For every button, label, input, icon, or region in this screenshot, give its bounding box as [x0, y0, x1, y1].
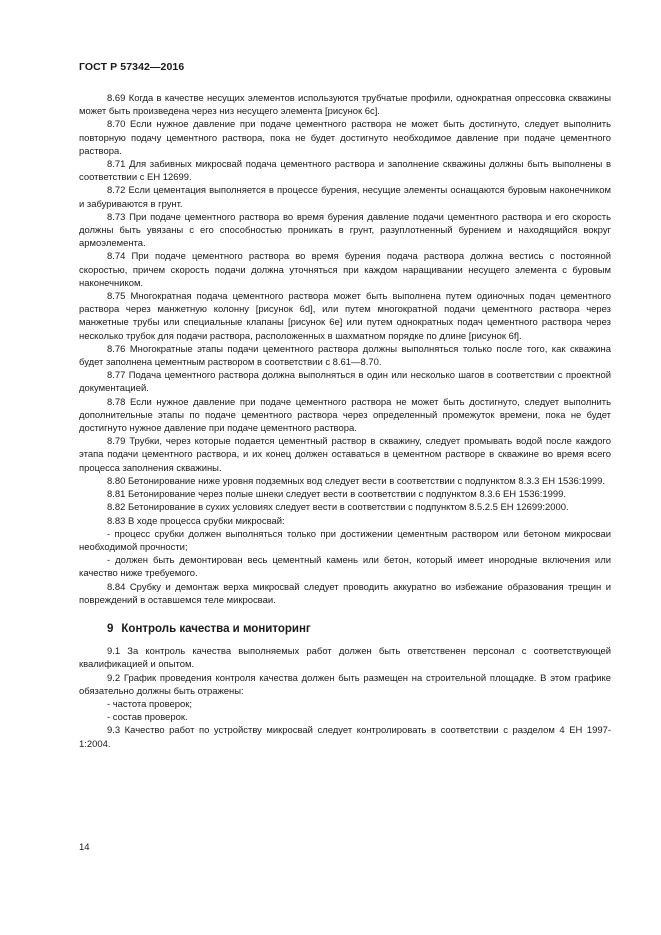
paragraph: 9.1 За контроль качества выполняемых работ должен быть ответственен персонал с соответствующей квалификацией и опытом. [79, 646, 611, 671]
paragraph: 8.74 При подаче цементного раствора во время бурения подача раствора должна вестись с постоянной скоростью, причем скорость подачи должна уточняться при каждом наращивании несущего элемента с буровым наконечником. [79, 251, 611, 289]
paragraph: 8.84 Срубку и демонтаж верха микросвай следует проводить аккуратно во избежание образования трещин и повреждений в оставшемся теле микросваи. [79, 581, 611, 606]
list-item: - процесс срубки должен выполняться только при достижении цементным раствором или бетоном микросваи необходимой прочности; [79, 528, 611, 553]
paragraph: 8.78 Если нужное давление при подаче цементного раствора не может быть достигнуто, следует выполнить дополнительные этапы по подаче цементного раствора через определенный промежуток времени, пока не будет достигнуто нужное давление при подаче цементного раствора. [79, 396, 611, 435]
document-body [79, 92, 611, 751]
page-number: 14 [79, 842, 90, 853]
document-header: ГОСТ Р 57342—2016 [79, 61, 185, 73]
paragraph: 8.69 Когда в качестве несущих элементов используются трубчатые профили, однократная опрессовка скважины может быть произведена через низ несущего элемента [рисунок 6c]. [79, 93, 611, 118]
section-title: Контроль качества и мониторинг [121, 622, 311, 635]
section-number: 9 [107, 622, 114, 635]
paragraph: 8.76 Многократные этапы подачи цементного раствора должны выполняться только после того, как скважина будет заполнена цементным раствором в соответствии с 8.61—8.70. [79, 343, 611, 369]
section-heading [79, 623, 611, 636]
paragraph: 8.82 Бетонирование в сухих условиях следует вести в соответствии с подпунктом 8.5.2.5 ЕН 12699:2000. [107, 502, 569, 514]
paragraph: 8.79 Трубки, через которые подается цементный раствор в скважину, следует промывать водой после каждого этапа подачи цементного раствора, и их конец должен оставаться в цементном растворе в скважине во время всего процесса заполнения скважины. [79, 436, 611, 474]
list-item: - должен быть демонтирован весь цементный камень или бетон, который имеет инородные включения или качество ниже требуемого. [79, 555, 611, 580]
paragraph: 8.83 В ходе процесса срубки микросвай: [107, 515, 285, 527]
list-item: - частота проверок; [107, 698, 193, 710]
paragraph: 8.81 Бетонирование через полые шнеки следует вести в соответствии с подпунктом 8.3.6 ЕН 1536:1999. [107, 489, 566, 501]
paragraph: 8.77 Подача цементного раствора должна выполняться в один или несколько шагов в соответствии с проектной документацией. [79, 370, 611, 395]
paragraph: 8.70 Если нужное давление при подаче цементного раствора не может быть достигнуто, следует выполнить повторную подачу цементного раствора, пока не будет достигнуто необходимое давление при подаче цементного раствора. [79, 119, 611, 157]
paragraph: 8.80 Бетонирование ниже уровня подземных вод следует вести в соответствии с подпунктом 8.3.3 ЕН 1536:1999. [107, 475, 605, 487]
paragraph: 8.75 Многократная подача цементного раствора может быть выполнена путем одиночных подач цементного раствора через манжетную колонну [рисунок 6d], или путем многократной подачи цементного раствора через манжетные трубы или специальные клапаны [рисунок 6e] или путем однократных подач цементного раствора через несколько трубок для подачи раствора, расположенных в шахматном порядке по длине [рисунок 6f]. [79, 291, 611, 342]
list-item: - состав проверок. [107, 712, 188, 724]
paragraph: 9.3 Качество работ по устройству микросвай следует контролировать в соответствии с разделом 4 ЕН 1997-1:2004. [79, 725, 611, 750]
paragraph: 8.73 При подаче цементного раствора во время бурения давление подачи цементного раствора и его скорость должны быть увязаны с его способностью проникать в грунт, разуплотненный бурением и находящийся вокруг армоэлемента. [79, 211, 611, 250]
paragraph: 9.2 График проведения контроля качества должен быть размещен на строительной площадке. В этом графике обязательно должны быть отражены: [79, 672, 611, 697]
paragraph: 8.72 Если цементация выполняется в процессе бурения, несущие элементы оснащаются буровым наконечником и забуриваются в грунт. [79, 185, 611, 210]
paragraph: 8.71 Для забивных микросвай подача цементного раствора и заполнение скважины должны быть выполнены в соответствии с ЕН 12699. [79, 159, 611, 184]
